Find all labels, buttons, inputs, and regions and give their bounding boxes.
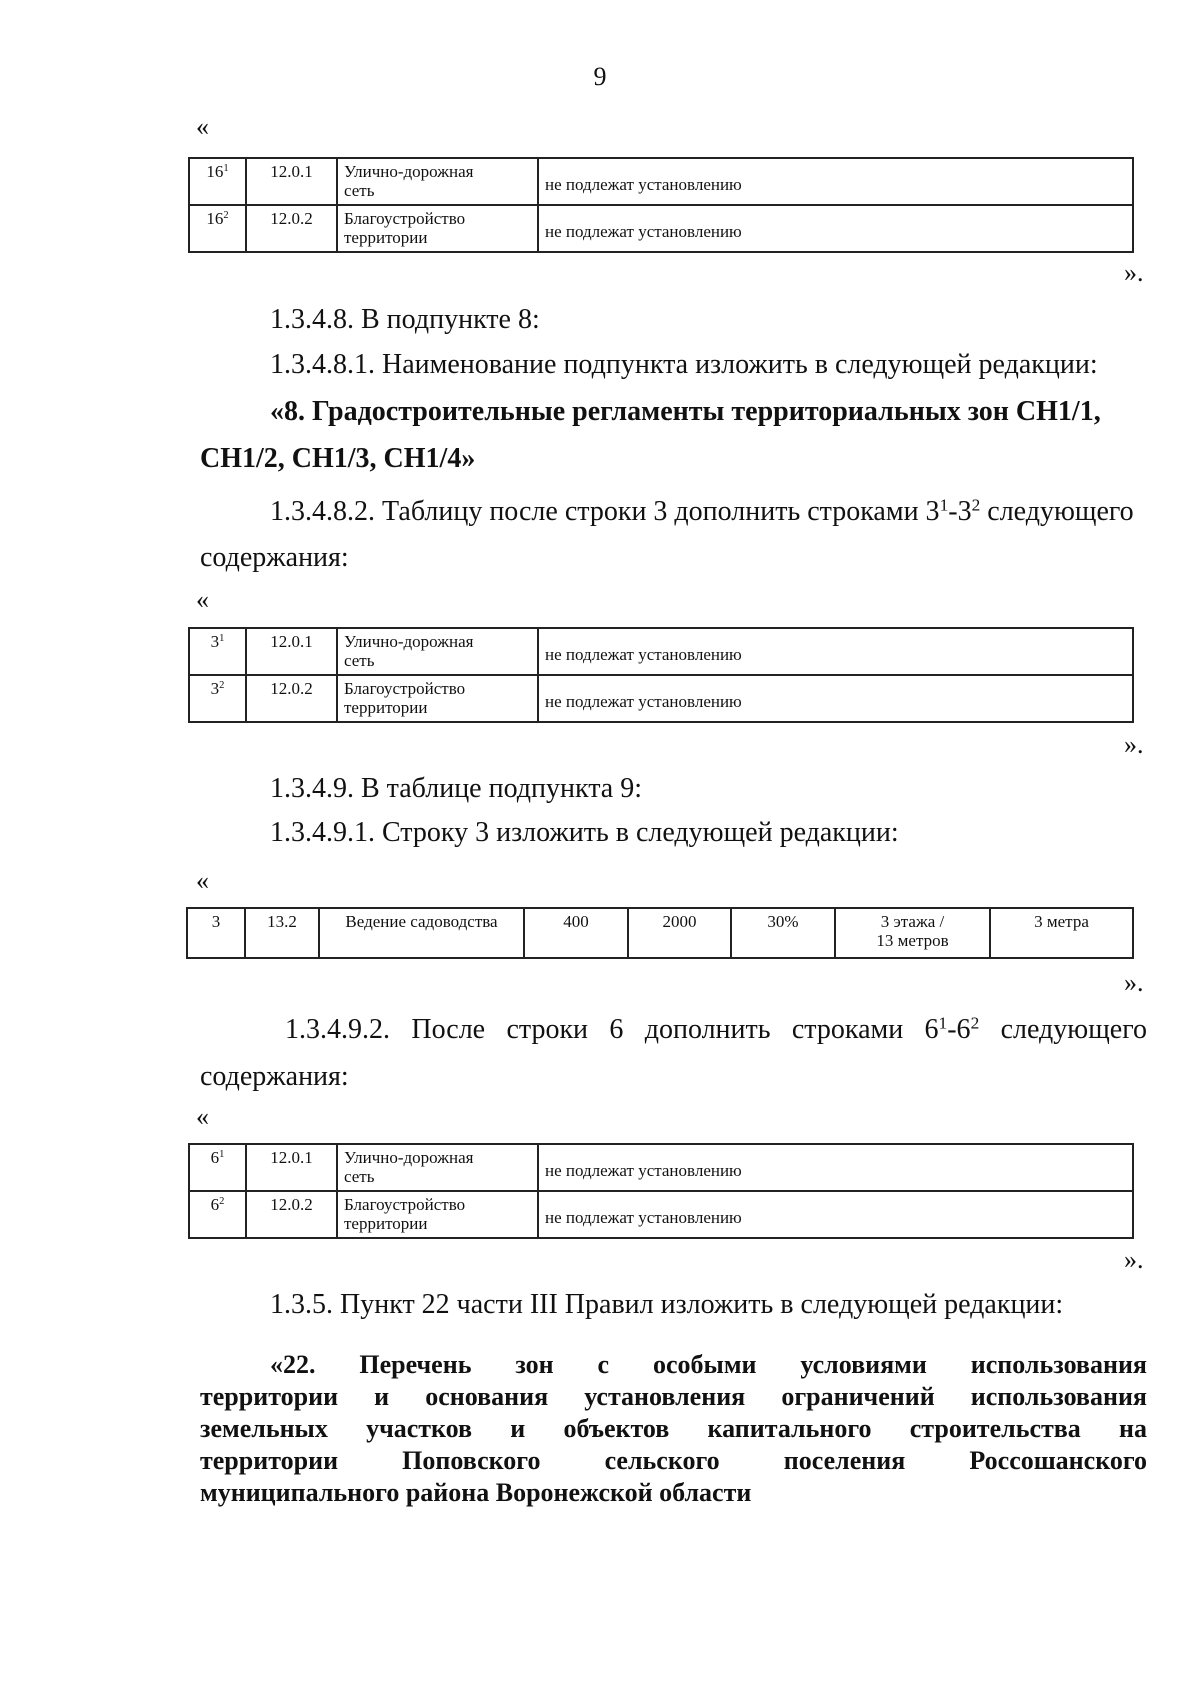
code-cell: 12.0.2: [246, 675, 337, 722]
page-number: 9: [593, 62, 607, 91]
close-quote: ».: [1124, 258, 1144, 287]
value-cell: не подлежат установлению: [538, 628, 1133, 675]
name-cell: Ведение садоводства: [319, 908, 524, 958]
open-quote: «: [196, 1102, 209, 1131]
bold-heading-line: «22. Перечень зон с особыми условиями использования: [270, 1350, 1147, 1379]
bold-heading-22: [200, 1349, 1147, 1509]
row-number: $6^2$: [189, 1191, 246, 1238]
max-area-cell: 2000: [628, 908, 731, 958]
value-cell: не подлежат установлению: [538, 158, 1133, 205]
table-row: [189, 628, 1133, 675]
row-number: $3^1$: [189, 628, 246, 675]
table-row: [189, 205, 1133, 252]
close-quote: ».: [1124, 730, 1144, 759]
name-cell: Улично-дорожная сеть: [337, 628, 538, 675]
paragraph-1349: 1.3.4.9. В таблице подпункта 9:: [270, 773, 643, 804]
bold-title-line2: СН1/2, СН1/3, СН1/4»: [200, 443, 476, 474]
code-cell: 12.0.1: [246, 158, 337, 205]
name-cell: Улично-дорожная сеть: [337, 158, 538, 205]
percent-cell: 30%: [731, 908, 835, 958]
table-2: [188, 627, 1134, 723]
name-cell: Благоустройство территории: [337, 1191, 538, 1238]
paragraph-13482: 1.3.4.8.2. Таблицу после строки 3 дополнить строками $3^1-3^2$ следующего: [270, 495, 1134, 527]
name-cell: Благоустройство территории: [337, 675, 538, 722]
code-cell: 12.0.1: [246, 628, 337, 675]
row-number: $16^2$: [189, 205, 246, 252]
table-4: [188, 1143, 1134, 1239]
value-cell: не подлежат установлению: [538, 205, 1133, 252]
name-cell: Благоустройство территории: [337, 205, 538, 252]
code-cell: 12.0.2: [246, 1191, 337, 1238]
code-cell: 13.2: [245, 908, 319, 958]
open-quote: «: [196, 112, 209, 141]
paragraph-13492: 1.3.4.9.2. После строки 6 дополнить строками $6^1-6^2$ следующего: [285, 1013, 1147, 1045]
open-quote: «: [196, 866, 209, 895]
value-cell: не подлежат установлению: [538, 1191, 1133, 1238]
table-row: [189, 1191, 1133, 1238]
paragraph-135: 1.3.5. Пункт 22 части III Правил изложить в следующей редакции:: [270, 1289, 1064, 1320]
paragraph-1348: 1.3.4.8. В подпункте 8:: [270, 304, 540, 335]
bold-heading-line: муниципального района Воронежской области: [200, 1478, 752, 1507]
code-cell: 12.0.2: [246, 205, 337, 252]
table-3: [186, 907, 1134, 959]
paragraph-13491: 1.3.4.9.1. Строку 3 изложить в следующей редакции:: [270, 817, 899, 848]
code-cell: 12.0.1: [246, 1144, 337, 1191]
table-row: [189, 158, 1133, 205]
value-cell: не подлежат установлению: [538, 675, 1133, 722]
bold-title-line1: «8. Градостроительные регламенты территориальных зон СН1/1,: [270, 396, 1101, 427]
paragraph-13492-line2: содержания:: [200, 1061, 349, 1092]
close-quote: ».: [1124, 1245, 1144, 1274]
row-number: $3^2$: [189, 675, 246, 722]
row-number: $6^1$: [189, 1144, 246, 1191]
paragraph-13481: 1.3.4.8.1. Наименование подпункта изложить в следующей редакции:: [270, 349, 1098, 380]
bold-heading-line: земельных участков и объектов капитального строительства на: [200, 1414, 1147, 1443]
min-area-cell: 400: [524, 908, 628, 958]
name-cell: Улично-дорожная сеть: [337, 1144, 538, 1191]
paragraph-13482-line2: содержания:: [200, 542, 349, 573]
close-quote: ».: [1124, 968, 1144, 997]
bold-heading-line: территории Поповского сельского поселения Россошанского: [200, 1446, 1147, 1475]
table-row: [189, 675, 1133, 722]
setback-cell: 3 метра: [990, 908, 1133, 958]
table-row: [187, 908, 1133, 958]
table-row: [189, 1144, 1133, 1191]
open-quote: «: [196, 585, 209, 614]
value-cell: не подлежат установлению: [538, 1144, 1133, 1191]
floors-cell: 3 этажа / 13 метров: [835, 908, 990, 958]
table-1: [188, 157, 1134, 253]
row-number: 3: [187, 908, 245, 958]
row-number: $16^1$: [189, 158, 246, 205]
bold-heading-line: территории и основания установления ограничений использования: [200, 1382, 1147, 1411]
